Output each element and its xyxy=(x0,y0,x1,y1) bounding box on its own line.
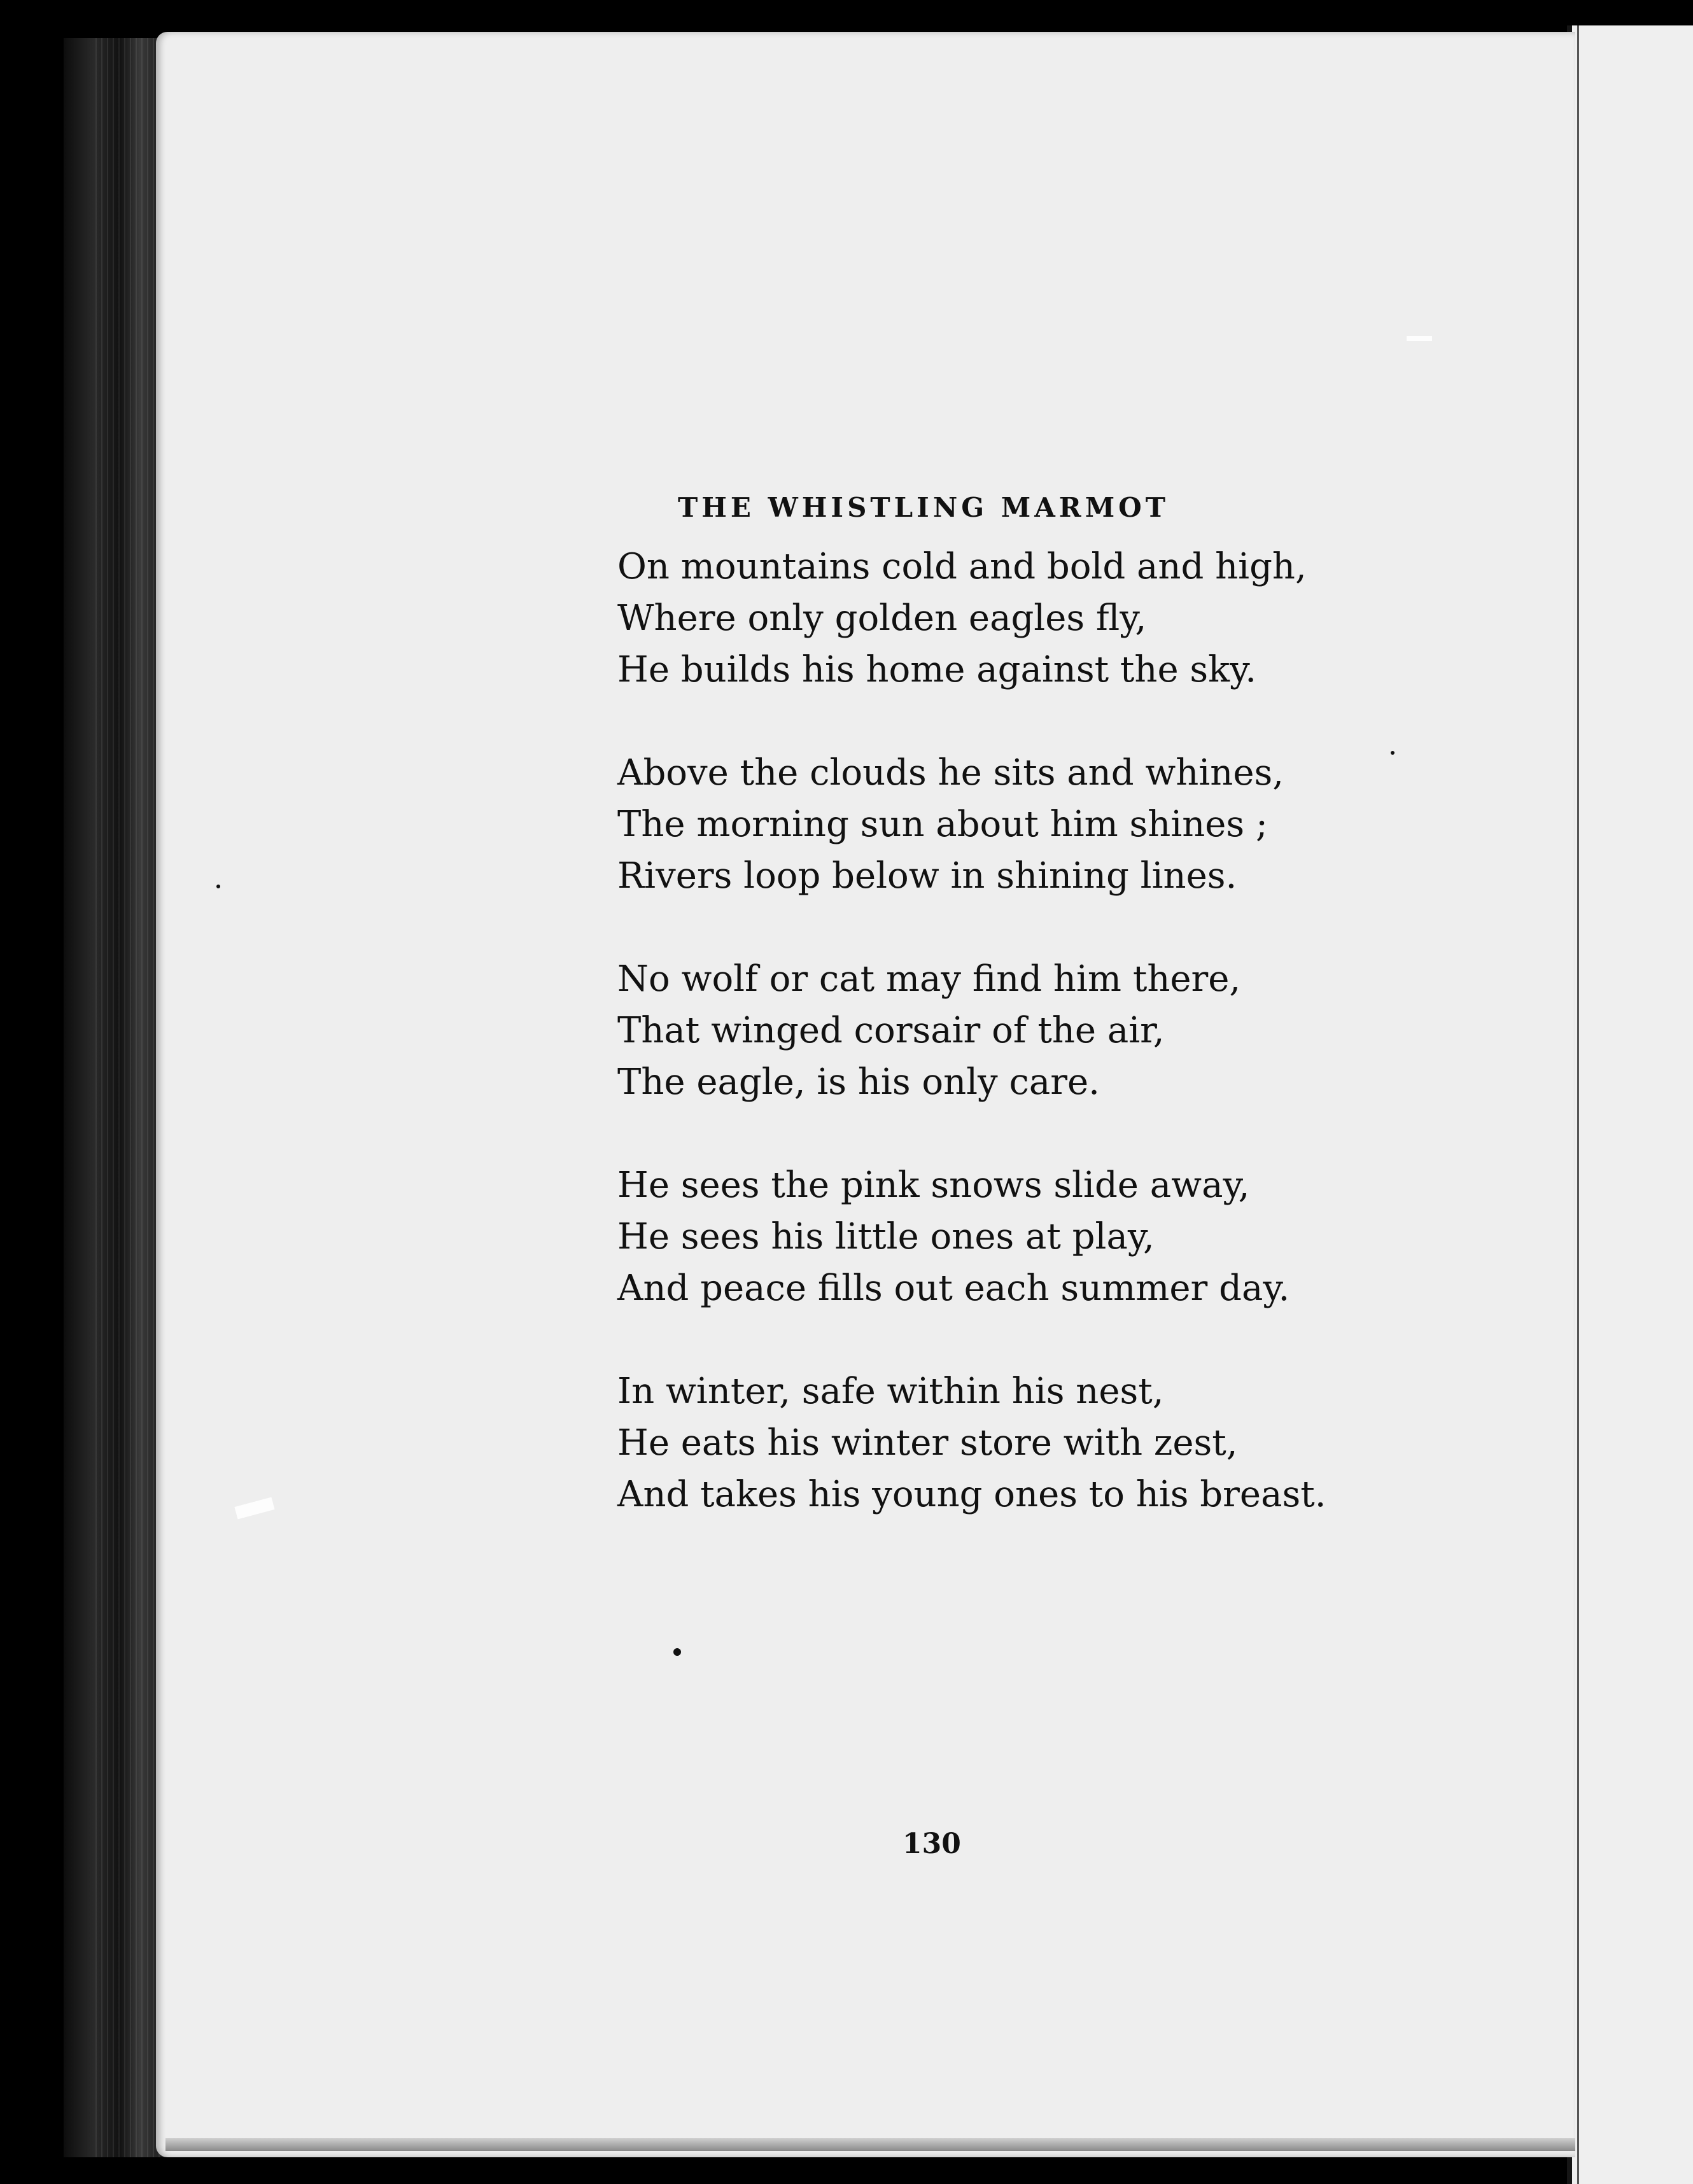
poem-line: He eats his winter store with zest, xyxy=(617,1422,1238,1464)
page-number: 130 xyxy=(903,1828,961,1860)
ink-speck xyxy=(673,1648,681,1656)
stanza xyxy=(617,1159,1337,1314)
poem-line: And peace fills out each summer day. xyxy=(617,1268,1290,1309)
ink-speck xyxy=(1391,751,1394,755)
poem-line: The morning sun about him shines ; xyxy=(617,804,1268,845)
stanza xyxy=(617,1366,1337,1520)
poem-line: No wolf or cat may find him there, xyxy=(617,958,1241,1000)
page-edges xyxy=(95,38,165,2157)
scan-top-border xyxy=(0,0,1693,32)
poem-line: He builds his home against the sky. xyxy=(617,649,1257,690)
scan-artifact xyxy=(1407,336,1432,341)
poem-line: He sees the pink snows slide away, xyxy=(617,1165,1250,1206)
page-bottom-edge xyxy=(165,2138,1575,2151)
poem-line: Above the clouds he sits and whines, xyxy=(617,752,1284,794)
stanza xyxy=(617,541,1337,696)
poem-line: In winter, safe within his nest, xyxy=(617,1371,1164,1412)
stanza xyxy=(617,953,1337,1108)
poem-line: He sees his little ones at play, xyxy=(617,1216,1155,1257)
adjacent-page xyxy=(1572,25,1693,2184)
poem-title: THE WHISTLING MARMOT xyxy=(678,492,1170,524)
stanza xyxy=(617,747,1337,902)
ink-speck xyxy=(216,885,220,888)
poem-line: That winged corsair of the air, xyxy=(617,1010,1165,1051)
poem-line: Rivers loop below in shining lines. xyxy=(617,855,1237,897)
page-divider-shadow xyxy=(1577,25,1579,2184)
poem-body xyxy=(617,541,1337,1572)
poem-line: On mountains cold and bold and high, xyxy=(617,546,1307,587)
poem-line: The eagle, is his only care. xyxy=(617,1061,1100,1103)
poem-line: Where only golden eagles fly, xyxy=(617,598,1147,639)
poem-line: And takes his young ones to his breast. xyxy=(617,1474,1326,1515)
